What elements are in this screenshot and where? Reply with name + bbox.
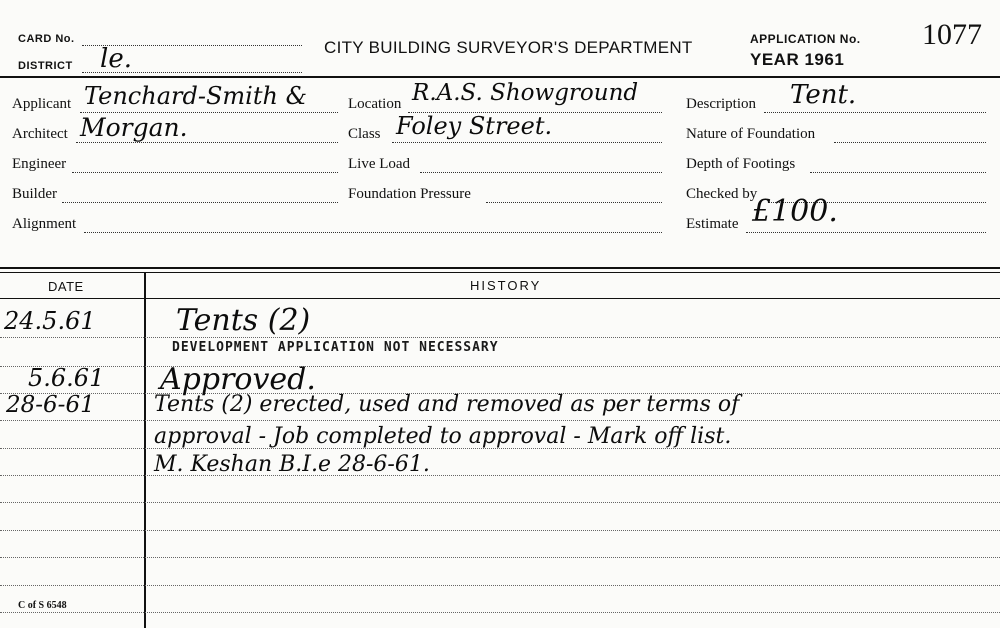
live-load-line xyxy=(420,172,662,173)
history-header-rule xyxy=(0,298,1000,299)
estimate-value: £100. xyxy=(752,194,838,229)
alignment-label: Alignment xyxy=(12,216,77,232)
nature-of-foundation-label: Nature of Foundation xyxy=(686,126,816,142)
depth-of-footings-line xyxy=(810,172,986,173)
description-line xyxy=(764,112,986,113)
history-header: HISTORY xyxy=(470,278,542,293)
engineer-line xyxy=(72,172,338,173)
district-value: le. xyxy=(100,44,132,74)
entry-date: 5.6.61 xyxy=(28,364,105,392)
ruled-line xyxy=(0,475,1000,476)
builder-label: Builder xyxy=(12,186,57,202)
nature-of-foundation-line xyxy=(834,142,986,143)
ruled-line xyxy=(0,337,1000,338)
class-line xyxy=(392,142,662,143)
description-value: Tent. xyxy=(790,80,857,110)
applicant-value: Tenchard-Smith & xyxy=(84,82,307,110)
architect-value: Morgan. xyxy=(80,113,188,142)
date-column-divider xyxy=(144,272,146,628)
depth-of-footings-label: Depth of Footings xyxy=(686,156,796,172)
application-label: APPLICATION No. xyxy=(750,32,861,46)
live-load-label: Live Load xyxy=(348,156,411,172)
ruled-line xyxy=(0,585,1000,586)
header-rule xyxy=(0,76,1000,78)
entry-text: Approved. xyxy=(160,362,316,397)
ruled-line xyxy=(0,530,1000,531)
ruled-line xyxy=(0,557,1000,558)
entry-text: Tents (2) xyxy=(176,303,311,338)
engineer-label: Engineer xyxy=(12,156,67,172)
entry-date: 28-6-61 xyxy=(6,392,95,418)
ruled-line xyxy=(0,502,1000,503)
ruled-line xyxy=(0,366,1000,367)
entry-date: 24.5.61 xyxy=(4,307,96,335)
location-label: Location xyxy=(348,96,402,112)
district-label: DISTRICT xyxy=(18,60,73,72)
department-title: CITY BUILDING SURVEYOR'S DEPARTMENT xyxy=(324,38,693,57)
checked-by-label: Checked by xyxy=(686,186,758,202)
location-value: R.A.S. Showground xyxy=(412,80,639,106)
estimate-label: Estimate xyxy=(686,216,739,232)
architect-line xyxy=(76,142,338,143)
history-top-rule-thin xyxy=(0,272,1000,273)
class-value: Foley Street. xyxy=(396,112,553,140)
ruled-line xyxy=(0,612,1000,613)
description-label: Description xyxy=(686,96,756,112)
entry-text: approval - Job completed to approval - Mark off list. xyxy=(154,424,732,449)
year-label: YEAR 1961 xyxy=(750,50,845,69)
entry-stamp: DEVELOPMENT APPLICATION NOT NECESSARY xyxy=(172,340,499,355)
entry-text: Tents (2) erected, used and removed as per terms of xyxy=(154,392,740,417)
foundation-pressure-line xyxy=(486,202,662,203)
form-code: C of S 6548 xyxy=(18,600,67,611)
estimate-line xyxy=(746,232,986,233)
alignment-line xyxy=(84,232,662,233)
history-top-rule xyxy=(0,267,1000,269)
entry-text: M. Keshan B.I.e 28-6-61. xyxy=(154,452,430,477)
foundation-pressure-label: Foundation Pressure xyxy=(348,186,471,202)
class-label: Class xyxy=(348,126,381,142)
builder-line xyxy=(62,202,338,203)
date-header: DATE xyxy=(48,279,84,294)
ruled-line xyxy=(0,420,1000,421)
application-number: 1077 xyxy=(922,18,982,51)
card-no-label: CARD No. xyxy=(18,33,75,45)
architect-label: Architect xyxy=(12,126,68,142)
applicant-label: Applicant xyxy=(12,96,72,112)
